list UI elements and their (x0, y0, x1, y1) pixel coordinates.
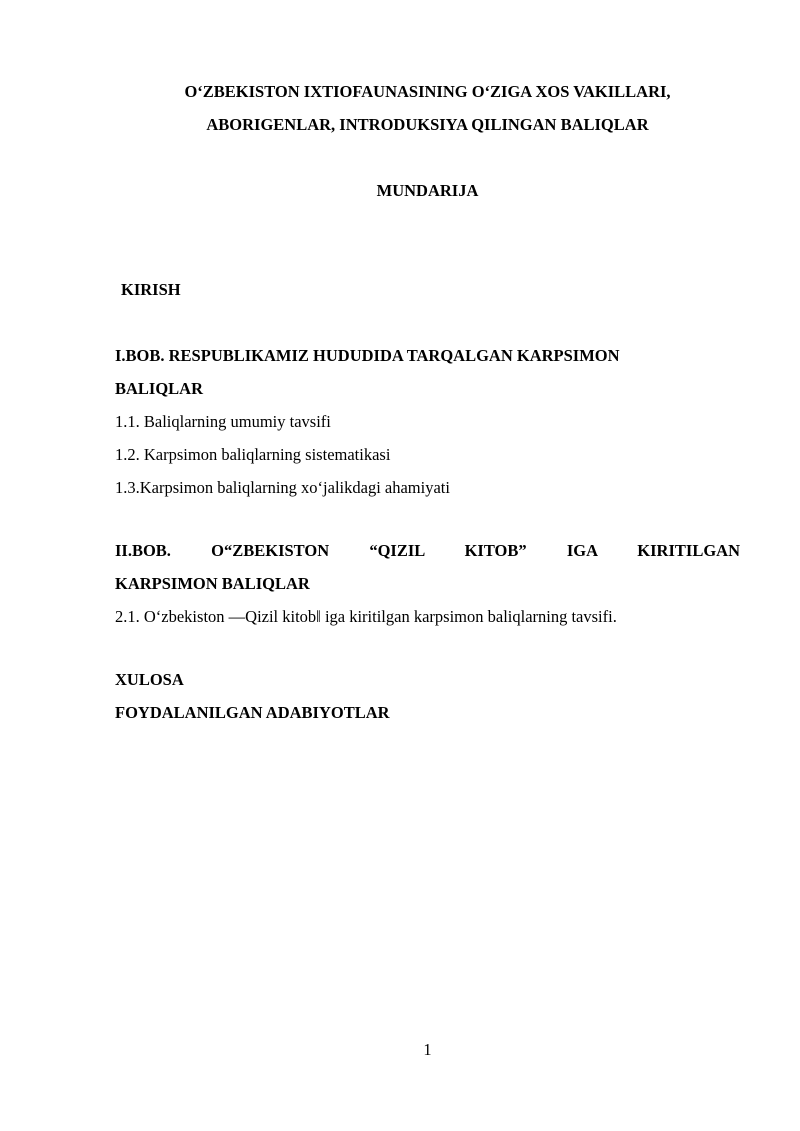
chapter-2-heading-line-1: II.BOB. O“ZBEKISTON “QIZIL KITOB” IGA KIRITILGAN (115, 541, 740, 560)
chapter-2-heading-line-2: KARPSIMON BALIQLAR (115, 574, 310, 593)
toc-entry-2-1: 2.1. O‘zbekiston ―Qizil kitob‖ iga kiritilgan karpsimon baliqlarning tavsifi. (115, 607, 617, 626)
toc-entry-1-3: 1.3.Karpsimon baliqlarning xo‘jalikdagi ahamiyati (115, 478, 450, 497)
chapter-1-heading (115, 339, 740, 405)
toc-entry-1-1: 1.1. Baliqlarning umumiy tavsifi (115, 412, 331, 431)
chapter-1-heading-line-2: BALIQLAR (115, 379, 204, 398)
toc-entry-1-2: 1.2. Karpsimon baliqlarning sistematikasi (115, 445, 391, 464)
toc-entry-kirish: KIRISH (121, 280, 181, 299)
toc-entry-xulosa: XULOSA (115, 670, 184, 689)
chapter-2-heading (115, 534, 740, 600)
page-number: 1 (423, 1040, 432, 1059)
toc-heading: MUNDARIJA (376, 181, 479, 200)
document-title-line-2: ABORIGENLAR, INTRODUKSIYA QILINGAN BALIQLAR (206, 115, 649, 134)
document-title-line-1: O‘ZBEKISTON IXTIOFAUNASINING O‘ZIGA XOS VAKILLARI, (184, 82, 671, 101)
document-title (115, 75, 740, 141)
toc-entry-adabiyotlar: FOYDALANILGAN ADABIYOTLAR (115, 703, 390, 722)
chapter-1-heading-line-1: I.BOB. RESPUBLIKAMIZ HUDUDIDA TARQALGAN KARPSIMON (115, 346, 620, 365)
